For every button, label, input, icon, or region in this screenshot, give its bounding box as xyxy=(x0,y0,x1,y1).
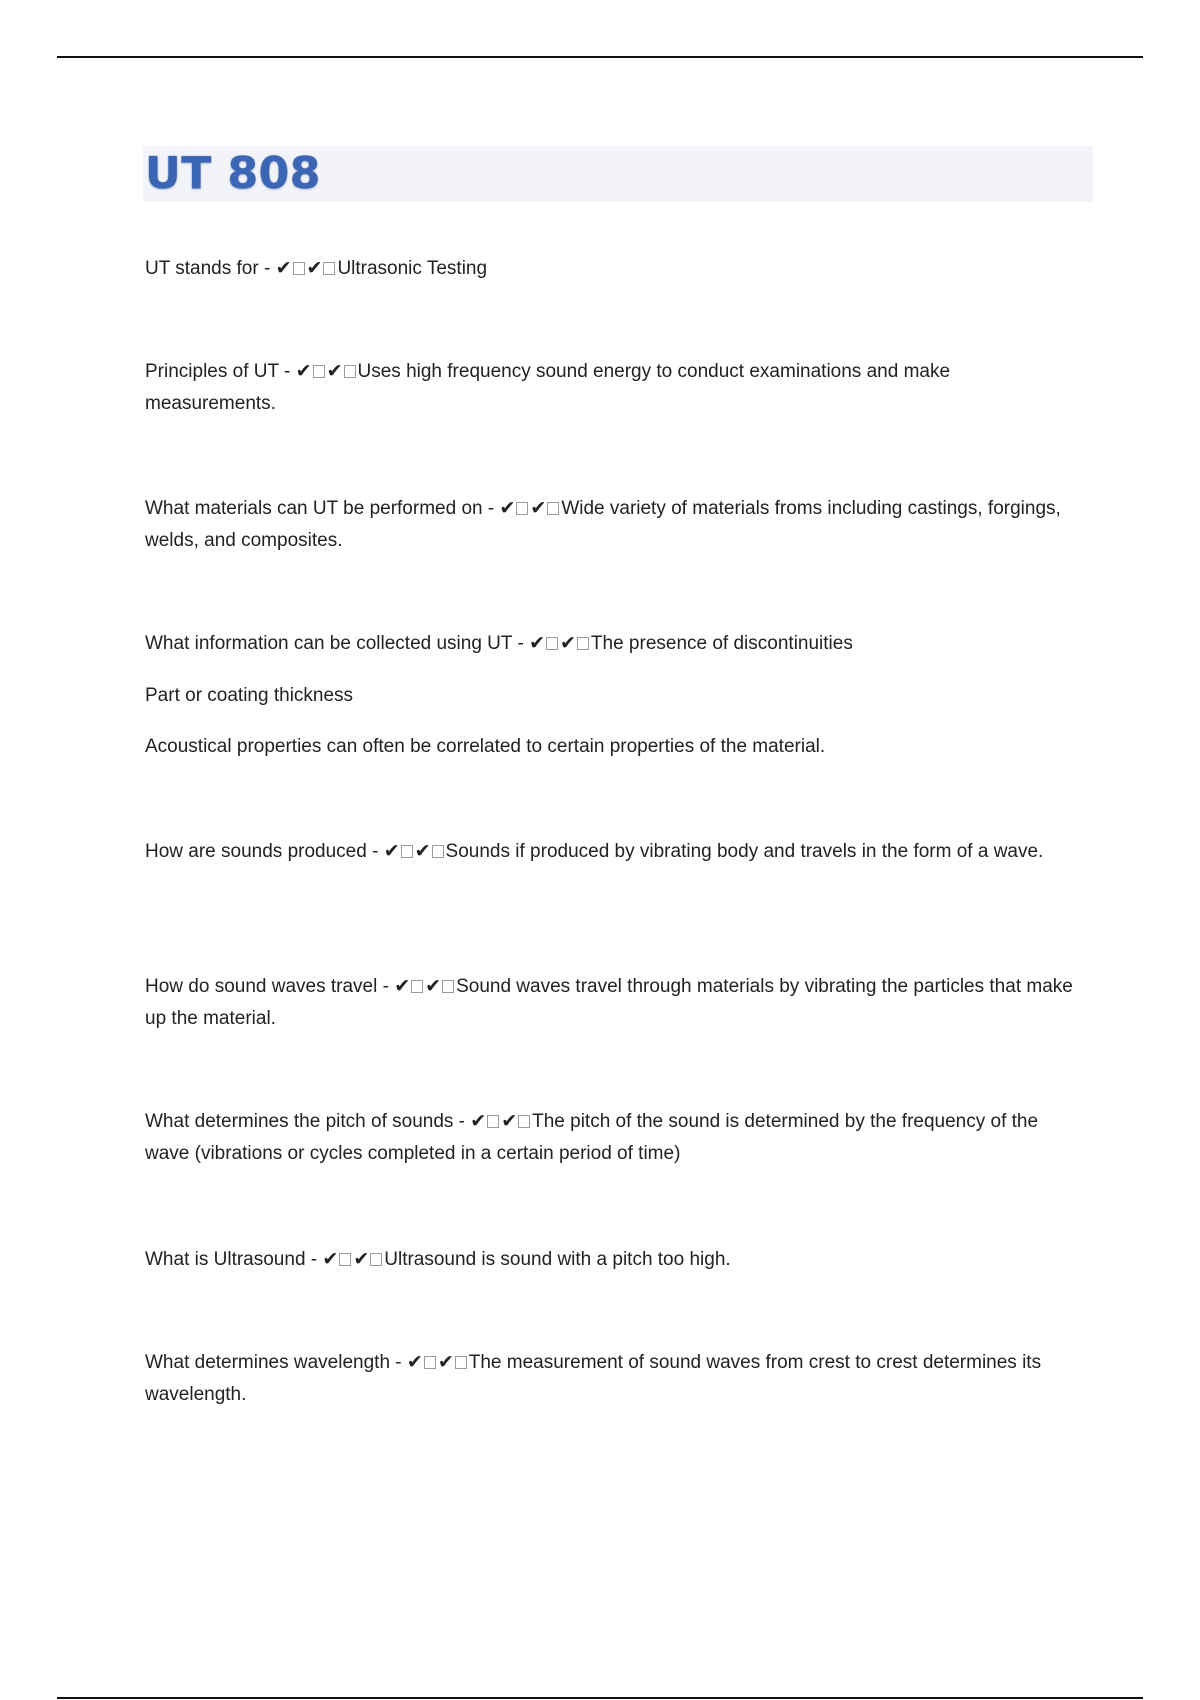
check-icon: ✔ xyxy=(326,360,343,382)
box-icon xyxy=(401,845,413,858)
answer-text: The measurement of sound waves from crest to crest determines its wavelength. xyxy=(145,1352,1042,1405)
answer-text: The pitch of the sound is determined by the frequency of the wave (vibrations or cycles completed in a certain period of time) xyxy=(145,1111,1039,1164)
check-icon: ✔ xyxy=(322,1248,339,1270)
check-icon: ✔ xyxy=(529,632,545,654)
box-icon xyxy=(546,637,558,650)
separator: - xyxy=(453,1111,471,1132)
answer-extra-line: Acoustical properties can often be correlated to certain properties of the material. xyxy=(145,736,826,757)
question-text: How do sound waves travel xyxy=(145,976,378,997)
box-icon xyxy=(313,365,325,378)
qa-item xyxy=(145,252,1085,285)
box-icon xyxy=(424,1356,436,1369)
separator: - xyxy=(305,1249,323,1270)
check-icon: ✔ xyxy=(394,975,411,997)
check-icon: ✔ xyxy=(530,497,547,519)
box-icon xyxy=(577,637,589,650)
qa-item xyxy=(145,835,1085,868)
question-text: What materials can UT be performed on xyxy=(145,498,483,519)
box-icon xyxy=(370,1253,382,1266)
check-icon: ✔ xyxy=(499,497,516,519)
qa-item xyxy=(145,492,1085,557)
answer-text: Sounds if produced by vibrating body and travels in the form of a wave. xyxy=(445,841,1044,862)
box-icon xyxy=(432,845,444,858)
check-icon: ✔ xyxy=(559,632,576,654)
question-text: What is Ultrasound xyxy=(145,1249,306,1270)
box-icon xyxy=(323,262,335,275)
check-icon: ✔ xyxy=(353,1248,370,1270)
box-icon xyxy=(518,1115,530,1128)
answer-extra-line: Part or coating thickness xyxy=(145,685,354,706)
separator: - xyxy=(390,1352,407,1373)
answer-text: The presence of discontinuities xyxy=(590,633,853,654)
question-text: What information can be collected using UT xyxy=(145,633,513,654)
bottom-rule xyxy=(57,1697,1143,1699)
check-icon: ✔ xyxy=(295,360,312,382)
box-icon xyxy=(455,1356,467,1369)
box-icon xyxy=(442,980,454,993)
check-icon: ✔ xyxy=(437,1351,454,1373)
separator: - xyxy=(512,633,530,654)
box-icon xyxy=(344,365,356,378)
check-icon: ✔ xyxy=(414,840,431,862)
check-icon: ✔ xyxy=(306,257,323,279)
box-icon xyxy=(293,262,305,275)
box-icon xyxy=(547,502,559,515)
question-text: UT stands for xyxy=(145,258,259,279)
question-text: What determines the pitch of sounds xyxy=(145,1111,454,1132)
check-icon: ✔ xyxy=(406,1351,423,1373)
question-text: Principles of UT xyxy=(145,361,279,382)
answer-text: Uses high frequency sound energy to conduct examinations and make measurements. xyxy=(145,361,951,414)
answer-text: Ultrasound is sound with a pitch too high. xyxy=(384,1249,731,1270)
qa-item xyxy=(145,1105,1085,1170)
qa-item xyxy=(145,970,1085,1035)
separator: - xyxy=(278,361,296,382)
question-text: How are sounds produced xyxy=(145,841,367,862)
qa-item xyxy=(145,627,1085,660)
answer-text: Ultrasonic Testing xyxy=(337,258,488,279)
box-icon xyxy=(411,980,423,993)
check-icon: ✔ xyxy=(470,1110,487,1132)
top-rule xyxy=(57,56,1143,58)
box-icon xyxy=(516,502,528,515)
qa-item xyxy=(145,355,1085,420)
separator: - xyxy=(258,258,276,279)
answer-text: Sound waves travel through materials by vibrating the particles that make up the material. xyxy=(145,976,1073,1029)
separator: - xyxy=(377,976,395,997)
answer-text: Wide variety of materials froms including castings, forgings, welds, and composites. xyxy=(145,498,1061,551)
box-icon xyxy=(487,1115,499,1128)
qa-item xyxy=(145,1243,1085,1276)
box-icon xyxy=(339,1253,351,1266)
check-icon: ✔ xyxy=(275,257,292,279)
separator: - xyxy=(366,841,384,862)
check-icon: ✔ xyxy=(501,1110,518,1132)
document-title: UT 808 xyxy=(145,148,321,199)
check-icon: ✔ xyxy=(383,840,400,862)
check-icon: ✔ xyxy=(425,975,442,997)
question-text: What determines wavelength xyxy=(145,1352,391,1373)
qa-item xyxy=(145,1346,1085,1411)
separator: - xyxy=(482,498,500,519)
